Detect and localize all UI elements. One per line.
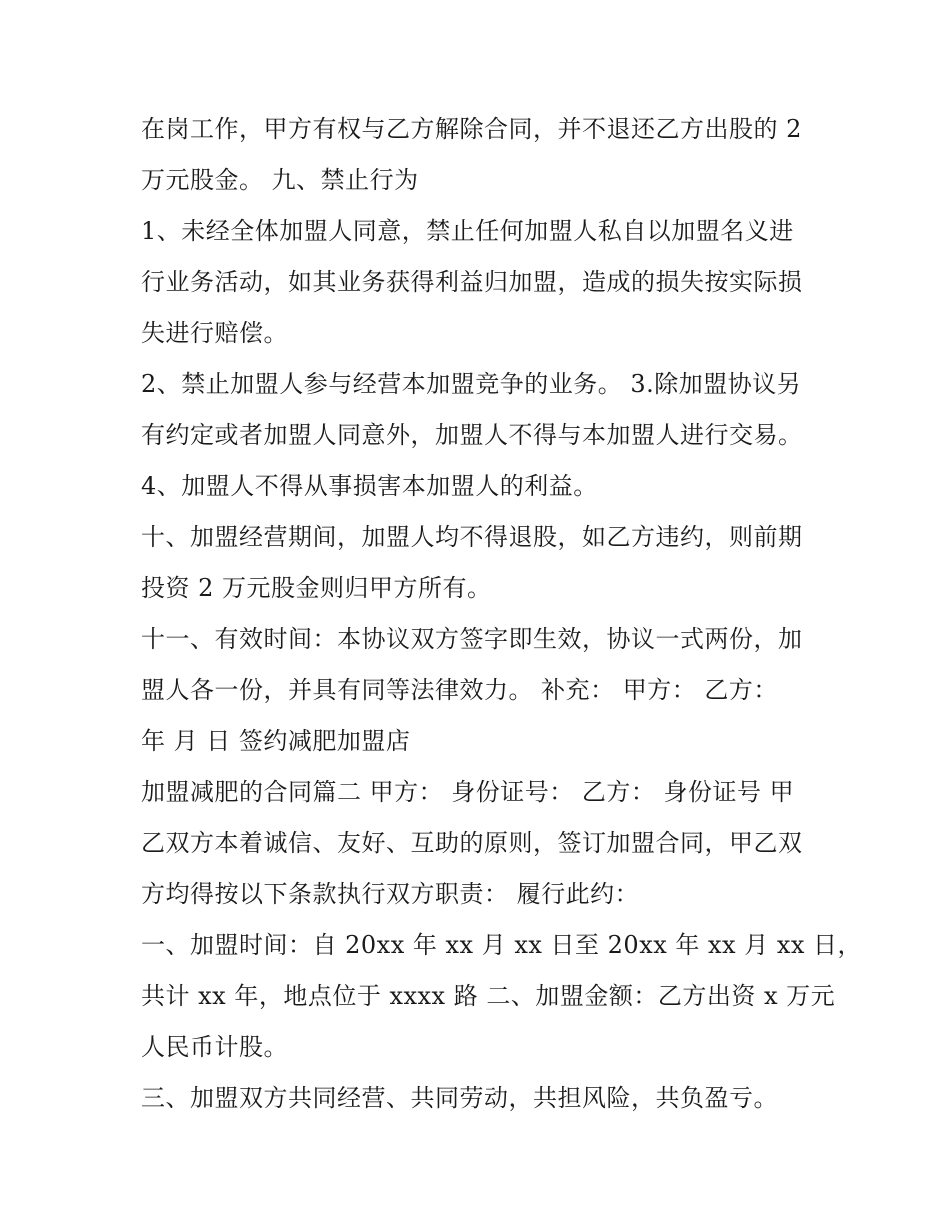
document-body	[141, 104, 863, 1124]
text-line: 1、未经全体加盟人同意，禁止任何加盟人私自以加盟名义进	[141, 217, 794, 245]
text-line: 加盟减肥的合同篇二 甲方： 身份证号： 乙方： 身份证号 甲	[141, 778, 795, 806]
text-line: 行业务活动，如其业务获得利益归加盟，造成的损失按实际损	[141, 268, 803, 296]
text-line: 一、加盟时间：自 20xx 年 xx 月 xx 日至 20xx 年 xx 月 xx 日，	[141, 931, 863, 959]
text-line: 十一、有效时间：本协议双方签字即生效，协议一式两份，加	[141, 625, 803, 653]
text-line: 投资 2 万元股金则归甲方所有。	[141, 574, 492, 602]
text-line: 4、加盟人不得从事损害本加盟人的利益。	[141, 472, 598, 500]
text-line: 年 月 日 签约减肥加盟店	[141, 727, 411, 755]
text-line: 在岗工作，甲方有权与乙方解除合同，并不退还乙方出股的 2	[141, 115, 802, 143]
text-line: 失进行赔偿。	[141, 319, 288, 347]
text-line: 三、加盟双方共同经营、共同劳动，共担风险，共负盈亏。	[141, 1084, 778, 1112]
text-line: 方均得按以下条款执行双方职责： 履行此约：	[141, 880, 640, 908]
text-line: 乙双方本着诚信、友好、互助的原则，签订加盟合同，甲乙双	[141, 829, 803, 857]
text-line: 人民币计股。	[141, 1033, 288, 1061]
text-line: 十、加盟经营期间，加盟人均不得退股，如乙方违约，则前期	[141, 523, 803, 551]
text-line: 共计 xx 年，地点位于 xxxx 路 二、加盟金额：乙方出资 x 万元	[141, 982, 836, 1010]
text-line: 万元股金。 九、禁止行为	[141, 166, 419, 194]
text-line: 盟人各一份，并具有同等法律效力。 补充： 甲方： 乙方：	[141, 676, 778, 704]
text-line: 2、禁止加盟人参与经营本加盟竞争的业务。 3.除加盟协议另	[141, 370, 802, 398]
text-line: 有约定或者加盟人同意外，加盟人不得与本加盟人进行交易。	[141, 421, 803, 449]
